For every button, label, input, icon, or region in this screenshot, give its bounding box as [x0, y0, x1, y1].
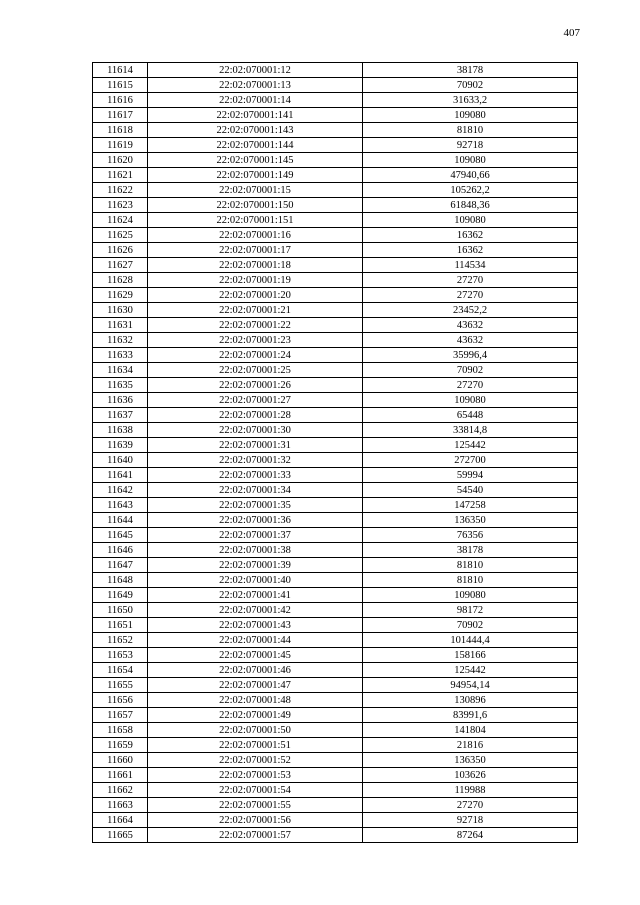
table-row — [93, 558, 578, 573]
table-row — [93, 318, 578, 333]
cadastral-number-cell: 22:02:070001:35 — [148, 498, 363, 513]
cadastral-value-cell: 92718 — [363, 813, 578, 828]
row-number-cell: 11641 — [93, 468, 148, 483]
cadastral-value-cell: 81810 — [363, 558, 578, 573]
table-row — [93, 408, 578, 423]
cadastral-number-cell: 22:02:070001:53 — [148, 768, 363, 783]
cadastral-number-cell: 22:02:070001:19 — [148, 273, 363, 288]
cadastral-number-cell: 22:02:070001:55 — [148, 798, 363, 813]
row-number-cell: 11639 — [93, 438, 148, 453]
table-row — [93, 183, 578, 198]
cadastral-value-cell: 92718 — [363, 138, 578, 153]
row-number-cell: 11649 — [93, 588, 148, 603]
cadastral-value-cell: 43632 — [363, 318, 578, 333]
cadastral-value-cell: 35996,4 — [363, 348, 578, 363]
row-number-cell: 11634 — [93, 363, 148, 378]
cadastral-value-cell: 101444,4 — [363, 633, 578, 648]
cadastral-number-cell: 22:02:070001:21 — [148, 303, 363, 318]
cadastral-value-cell: 114534 — [363, 258, 578, 273]
cadastral-value-cell: 136350 — [363, 513, 578, 528]
table-row — [93, 423, 578, 438]
table-row — [93, 828, 578, 843]
table-row — [93, 108, 578, 123]
cadastral-number-cell: 22:02:070001:22 — [148, 318, 363, 333]
cadastral-number-cell: 22:02:070001:52 — [148, 753, 363, 768]
row-number-cell: 11653 — [93, 648, 148, 663]
table-row — [93, 813, 578, 828]
row-number-cell: 11631 — [93, 318, 148, 333]
row-number-cell: 11621 — [93, 168, 148, 183]
row-number-cell: 11628 — [93, 273, 148, 288]
row-number-cell: 11652 — [93, 633, 148, 648]
row-number-cell: 11617 — [93, 108, 148, 123]
cadastral-number-cell: 22:02:070001:143 — [148, 123, 363, 138]
page-number: 407 — [563, 27, 580, 39]
table-body — [93, 63, 578, 843]
table-row — [93, 273, 578, 288]
row-number-cell: 11664 — [93, 813, 148, 828]
table-row — [93, 168, 578, 183]
table-row — [93, 468, 578, 483]
cadastral-value-cell: 272700 — [363, 453, 578, 468]
row-number-cell: 11619 — [93, 138, 148, 153]
cadastral-value-cell: 38178 — [363, 543, 578, 558]
cadastral-value-cell: 98172 — [363, 603, 578, 618]
cadastral-number-cell: 22:02:070001:38 — [148, 543, 363, 558]
cadastral-value-cell: 109080 — [363, 108, 578, 123]
table-row — [93, 138, 578, 153]
table-row — [93, 333, 578, 348]
cadastral-value-cell: 158166 — [363, 648, 578, 663]
cadastral-value-cell: 59994 — [363, 468, 578, 483]
row-number-cell: 11660 — [93, 753, 148, 768]
cadastral-number-cell: 22:02:070001:25 — [148, 363, 363, 378]
table-row — [93, 708, 578, 723]
cadastral-value-cell: 27270 — [363, 288, 578, 303]
cadastral-value-cell: 54540 — [363, 483, 578, 498]
row-number-cell: 11665 — [93, 828, 148, 843]
table-row — [93, 258, 578, 273]
cadastral-number-cell: 22:02:070001:14 — [148, 93, 363, 108]
cadastral-value-cell: 81810 — [363, 573, 578, 588]
row-number-cell: 11656 — [93, 693, 148, 708]
cadastral-number-cell: 22:02:070001:149 — [148, 168, 363, 183]
cadastral-number-cell: 22:02:070001:56 — [148, 813, 363, 828]
cadastral-value-cell: 125442 — [363, 438, 578, 453]
cadastral-number-cell: 22:02:070001:43 — [148, 618, 363, 633]
cadastral-number-cell: 22:02:070001:45 — [148, 648, 363, 663]
table-row — [93, 63, 578, 78]
cadastral-value-table — [92, 62, 578, 843]
table-row — [93, 243, 578, 258]
row-number-cell: 11623 — [93, 198, 148, 213]
cadastral-number-cell: 22:02:070001:15 — [148, 183, 363, 198]
cadastral-number-cell: 22:02:070001:50 — [148, 723, 363, 738]
cadastral-value-cell: 147258 — [363, 498, 578, 513]
table-row — [93, 633, 578, 648]
cadastral-value-cell: 70902 — [363, 618, 578, 633]
table-row — [93, 303, 578, 318]
cadastral-number-cell: 22:02:070001:47 — [148, 678, 363, 693]
cadastral-value-cell: 16362 — [363, 243, 578, 258]
cadastral-number-cell: 22:02:070001:40 — [148, 573, 363, 588]
table-row — [93, 738, 578, 753]
cadastral-number-cell: 22:02:070001:49 — [148, 708, 363, 723]
cadastral-number-cell: 22:02:070001:141 — [148, 108, 363, 123]
row-number-cell: 11654 — [93, 663, 148, 678]
cadastral-number-cell: 22:02:070001:34 — [148, 483, 363, 498]
cadastral-number-cell: 22:02:070001:51 — [148, 738, 363, 753]
cadastral-value-cell: 65448 — [363, 408, 578, 423]
cadastral-number-cell: 22:02:070001:26 — [148, 378, 363, 393]
row-number-cell: 11635 — [93, 378, 148, 393]
table-row — [93, 213, 578, 228]
table-row — [93, 798, 578, 813]
cadastral-number-cell: 22:02:070001:36 — [148, 513, 363, 528]
cadastral-number-cell: 22:02:070001:16 — [148, 228, 363, 243]
cadastral-value-cell: 83991,6 — [363, 708, 578, 723]
cadastral-number-cell: 22:02:070001:28 — [148, 408, 363, 423]
row-number-cell: 11645 — [93, 528, 148, 543]
cadastral-value-cell: 70902 — [363, 363, 578, 378]
row-number-cell: 11650 — [93, 603, 148, 618]
cadastral-value-cell: 31633,2 — [363, 93, 578, 108]
table-row — [93, 378, 578, 393]
table-row — [93, 768, 578, 783]
row-number-cell: 11655 — [93, 678, 148, 693]
cadastral-value-cell: 27270 — [363, 273, 578, 288]
row-number-cell: 11648 — [93, 573, 148, 588]
row-number-cell: 11627 — [93, 258, 148, 273]
row-number-cell: 11657 — [93, 708, 148, 723]
cadastral-number-cell: 22:02:070001:57 — [148, 828, 363, 843]
row-number-cell: 11663 — [93, 798, 148, 813]
row-number-cell: 11618 — [93, 123, 148, 138]
table-row — [93, 438, 578, 453]
row-number-cell: 11632 — [93, 333, 148, 348]
cadastral-value-cell: 27270 — [363, 798, 578, 813]
cadastral-number-cell: 22:02:070001:42 — [148, 603, 363, 618]
table-row — [93, 663, 578, 678]
table-row — [93, 393, 578, 408]
table-row — [93, 528, 578, 543]
table-row — [93, 603, 578, 618]
cadastral-number-cell: 22:02:070001:145 — [148, 153, 363, 168]
cadastral-value-cell: 27270 — [363, 378, 578, 393]
cadastral-value-cell: 94954,14 — [363, 678, 578, 693]
cadastral-number-cell: 22:02:070001:144 — [148, 138, 363, 153]
cadastral-number-cell: 22:02:070001:150 — [148, 198, 363, 213]
row-number-cell: 11629 — [93, 288, 148, 303]
cadastral-number-cell: 22:02:070001:31 — [148, 438, 363, 453]
cadastral-value-cell: 43632 — [363, 333, 578, 348]
table-row — [93, 363, 578, 378]
cadastral-value-cell: 21816 — [363, 738, 578, 753]
cadastral-number-cell: 22:02:070001:30 — [148, 423, 363, 438]
cadastral-value-cell: 81810 — [363, 123, 578, 138]
table-row — [93, 618, 578, 633]
row-number-cell: 11615 — [93, 78, 148, 93]
table-row — [93, 228, 578, 243]
cadastral-number-cell: 22:02:070001:37 — [148, 528, 363, 543]
cadastral-number-cell: 22:02:070001:24 — [148, 348, 363, 363]
table-row — [93, 678, 578, 693]
table-row — [93, 288, 578, 303]
row-number-cell: 11633 — [93, 348, 148, 363]
table-row — [93, 573, 578, 588]
row-number-cell: 11644 — [93, 513, 148, 528]
row-number-cell: 11637 — [93, 408, 148, 423]
table-row — [93, 513, 578, 528]
cadastral-value-cell: 23452,2 — [363, 303, 578, 318]
table-row — [93, 123, 578, 138]
cadastral-value-cell: 61848,36 — [363, 198, 578, 213]
table-row — [93, 153, 578, 168]
table-row — [93, 723, 578, 738]
table-row — [93, 78, 578, 93]
row-number-cell: 11638 — [93, 423, 148, 438]
row-number-cell: 11651 — [93, 618, 148, 633]
cadastral-number-cell: 22:02:070001:12 — [148, 63, 363, 78]
table-row — [93, 453, 578, 468]
row-number-cell: 11659 — [93, 738, 148, 753]
cadastral-value-cell: 16362 — [363, 228, 578, 243]
row-number-cell: 11626 — [93, 243, 148, 258]
cadastral-number-cell: 22:02:070001:17 — [148, 243, 363, 258]
cadastral-number-cell: 22:02:070001:20 — [148, 288, 363, 303]
row-number-cell: 11616 — [93, 93, 148, 108]
cadastral-value-cell: 103626 — [363, 768, 578, 783]
cadastral-number-cell: 22:02:070001:32 — [148, 453, 363, 468]
cadastral-value-cell: 109080 — [363, 153, 578, 168]
row-number-cell: 11662 — [93, 783, 148, 798]
cadastral-value-cell: 87264 — [363, 828, 578, 843]
cadastral-value-cell: 136350 — [363, 753, 578, 768]
cadastral-number-cell: 22:02:070001:48 — [148, 693, 363, 708]
cadastral-number-cell: 22:02:070001:41 — [148, 588, 363, 603]
row-number-cell: 11647 — [93, 558, 148, 573]
row-number-cell: 11622 — [93, 183, 148, 198]
row-number-cell: 11624 — [93, 213, 148, 228]
cadastral-value-cell: 109080 — [363, 588, 578, 603]
row-number-cell: 11620 — [93, 153, 148, 168]
cadastral-value-cell: 109080 — [363, 393, 578, 408]
row-number-cell: 11661 — [93, 768, 148, 783]
table-row — [93, 693, 578, 708]
row-number-cell: 11646 — [93, 543, 148, 558]
cadastral-number-cell: 22:02:070001:46 — [148, 663, 363, 678]
cadastral-value-cell: 70902 — [363, 78, 578, 93]
cadastral-value-cell: 38178 — [363, 63, 578, 78]
table-row — [93, 648, 578, 663]
cadastral-number-cell: 22:02:070001:23 — [148, 333, 363, 348]
row-number-cell: 11614 — [93, 63, 148, 78]
row-number-cell: 11643 — [93, 498, 148, 513]
cadastral-value-cell: 125442 — [363, 663, 578, 678]
row-number-cell: 11642 — [93, 483, 148, 498]
cadastral-value-cell: 109080 — [363, 213, 578, 228]
cadastral-number-cell: 22:02:070001:39 — [148, 558, 363, 573]
row-number-cell: 11625 — [93, 228, 148, 243]
cadastral-number-cell: 22:02:070001:18 — [148, 258, 363, 273]
cadastral-value-cell: 119988 — [363, 783, 578, 798]
row-number-cell: 11630 — [93, 303, 148, 318]
table-row — [93, 498, 578, 513]
table-row — [93, 783, 578, 798]
cadastral-number-cell: 22:02:070001:44 — [148, 633, 363, 648]
row-number-cell: 11658 — [93, 723, 148, 738]
table-row — [93, 93, 578, 108]
cadastral-number-cell: 22:02:070001:33 — [148, 468, 363, 483]
cadastral-value-cell: 33814,8 — [363, 423, 578, 438]
table-row — [93, 483, 578, 498]
cadastral-value-cell: 47940,66 — [363, 168, 578, 183]
cadastral-number-cell: 22:02:070001:54 — [148, 783, 363, 798]
cadastral-value-cell: 141804 — [363, 723, 578, 738]
table-row — [93, 753, 578, 768]
cadastral-value-cell: 130896 — [363, 693, 578, 708]
table-row — [93, 543, 578, 558]
cadastral-value-cell: 105262,2 — [363, 183, 578, 198]
cadastral-value-cell: 76356 — [363, 528, 578, 543]
row-number-cell: 11636 — [93, 393, 148, 408]
row-number-cell: 11640 — [93, 453, 148, 468]
cadastral-number-cell: 22:02:070001:13 — [148, 78, 363, 93]
table-row — [93, 588, 578, 603]
cadastral-number-cell: 22:02:070001:27 — [148, 393, 363, 408]
table-row — [93, 198, 578, 213]
table-row — [93, 348, 578, 363]
cadastral-number-cell: 22:02:070001:151 — [148, 213, 363, 228]
